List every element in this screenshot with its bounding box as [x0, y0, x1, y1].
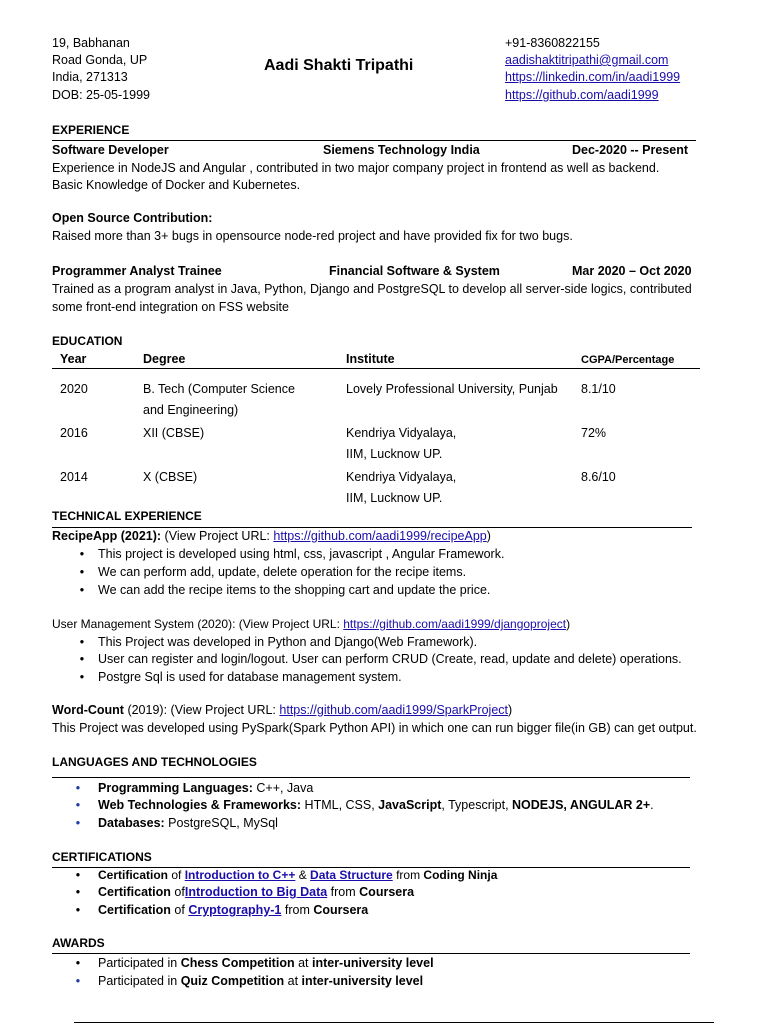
project-url-link[interactable]: https://github.com/aadi1999/recipeApp — [273, 529, 487, 543]
job-desc: some front-end integration on FSS website — [52, 300, 289, 314]
linkedin-link[interactable]: https://linkedin.com/in/aadi1999 — [505, 70, 681, 84]
edu-year: 2014 — [60, 470, 88, 484]
email-link[interactable]: aadishaktitripathi@gmail.com — [505, 53, 669, 67]
language-text: PostgreSQL, MySql — [164, 816, 278, 830]
award-bold: inter-university level — [311, 956, 434, 970]
bullet-icon: • — [75, 885, 81, 899]
project-name: User Management System (2020) — [52, 617, 233, 631]
award-bold: Quiz Competition — [180, 974, 285, 988]
cert-link[interactable]: Data Structure — [310, 868, 393, 882]
cert-amp: & — [295, 868, 311, 882]
cert-link[interactable]: Introduction to C++ — [184, 868, 296, 882]
language-text: . — [650, 798, 654, 812]
edu-score: 8.1/10 — [581, 382, 616, 396]
edu-institute: IIM, Lucknow UP. — [346, 491, 443, 505]
language-text: HTML, CSS, — [301, 798, 379, 812]
bullet-icon: • — [79, 583, 85, 597]
cert-of: of — [170, 903, 189, 917]
job-desc: Experience in NodeJS and Angular , contributed in two major company project in frontend as well as backend. — [52, 161, 660, 175]
bullet-icon: • — [79, 547, 85, 561]
address-line: 19, Babhanan — [52, 36, 130, 50]
cert-of: of — [168, 868, 185, 882]
language-label: Web Technologies & Frameworks: — [98, 798, 302, 812]
project-title-line — [52, 528, 491, 545]
project-desc: This Project was developed using PySpark(Spark Python API) in which one can run bigger file(in GB) can get output. — [52, 721, 697, 735]
candidate-name: Aadi Shakti Tripathi — [264, 57, 414, 74]
col-degree: Degree — [143, 352, 186, 366]
job-desc: Raised more than 3+ bugs in opensource node-red project and have provided fix for two bugs. — [52, 229, 573, 243]
cert-from: from — [281, 903, 314, 917]
cert-org: Coursera — [359, 885, 415, 899]
col-year: Year — [60, 352, 87, 366]
languages-heading: LANGUAGES AND TECHNOLOGIES — [52, 755, 257, 769]
project-url-prefix: (View Project URL: — [170, 703, 280, 717]
award-text: at — [294, 956, 312, 970]
footer-divider — [74, 1022, 714, 1023]
edu-degree: X (CBSE) — [143, 470, 198, 484]
cert-from: from — [327, 885, 360, 899]
cert-org: Coding Ninja — [423, 868, 498, 882]
language-text: C++, Java — [252, 781, 314, 795]
phone: +91-8360822155 — [505, 36, 600, 50]
job-role: Open Source Contribution: — [52, 211, 213, 225]
awards-heading: AWARDS — [52, 936, 105, 950]
project-url-prefix: (View Project URL: — [238, 617, 344, 631]
bullet-icon: • — [75, 868, 81, 882]
project-bullet: User can register and login/logout. User can perform CRUD (Create, read, update and delete) operations. — [98, 652, 682, 666]
project-url-suffix: ) — [508, 703, 513, 717]
edu-score: 8.6/10 — [581, 470, 616, 484]
project-bullet: Postgre Sql is used for database management system. — [98, 670, 402, 684]
project-bullet: This project is developed using html, css, javascript , Angular Framework. — [98, 547, 505, 561]
cert-from: from — [392, 868, 424, 882]
language-label: Databases: — [98, 816, 165, 830]
education-heading: EDUCATION — [52, 334, 123, 348]
divider — [52, 777, 690, 778]
experience-heading: EXPERIENCE — [52, 123, 130, 137]
project-bullet: We can add the recipe items to the shopping cart and update the price. — [98, 583, 491, 597]
edu-year: 2020 — [60, 382, 88, 396]
col-institute: Institute — [346, 352, 395, 366]
job-desc: Basic Knowledge of Docker and Kubernetes. — [52, 178, 301, 192]
bullet-icon: • — [75, 816, 81, 830]
cert-link[interactable]: Cryptography-1 — [188, 903, 282, 917]
edu-institute: Kendriya Vidyalaya, — [346, 426, 457, 440]
cert-org: Coursera — [313, 903, 369, 917]
job-dates: Mar 2020 – Oct 2020 — [572, 264, 692, 278]
language-bold: NODEJS, ANGULAR 2+ — [512, 798, 651, 812]
project-sep: : — [163, 703, 168, 717]
project-name: RecipeApp (2021): — [52, 529, 162, 543]
job-dates: Dec-2020 -- Present — [572, 143, 689, 157]
certifications-heading: CERTIFICATIONS — [52, 850, 152, 864]
certification-item — [98, 867, 497, 884]
project-bullet: This Project was developed in Python and Django(Web Framework). — [98, 635, 478, 649]
cert-of: of — [170, 885, 185, 899]
award-bold: Chess Competition — [180, 956, 295, 970]
address-line: India, 271313 — [52, 70, 128, 84]
award-text: at — [284, 974, 302, 988]
edu-institute: Lovely Professional University, Punjab — [346, 382, 558, 396]
bullet-icon: • — [75, 798, 81, 812]
award-item — [98, 955, 434, 972]
edu-year: 2016 — [60, 426, 88, 440]
project-url-link[interactable]: https://github.com/aadi1999/djangoproject — [343, 617, 567, 631]
job-company: Siemens Technology India — [323, 143, 480, 157]
job-role: Programmer Analyst Trainee — [52, 264, 222, 278]
divider — [52, 368, 700, 369]
edu-institute: IIM, Lucknow UP. — [346, 447, 443, 461]
bullet-icon: • — [75, 974, 81, 988]
language-item — [98, 815, 278, 832]
technical-heading: TECHNICAL EXPERIENCE — [52, 509, 202, 523]
bullet-icon: • — [79, 635, 85, 649]
edu-degree: and Engineering) — [143, 403, 239, 417]
edu-institute: Kendriya Vidyalaya, — [346, 470, 457, 484]
job-desc: Trained as a program analyst in Java, Python, Django and PostgreSQL to develop all server-side logics, contributed — [52, 282, 692, 296]
edu-score: 72% — [581, 426, 607, 440]
bullet-icon: • — [75, 956, 81, 970]
bullet-icon: • — [79, 670, 85, 684]
project-url-suffix: ) — [566, 617, 571, 631]
language-text: , Typescript, — [441, 798, 513, 812]
bullet-icon: • — [75, 781, 81, 795]
cert-prefix: Certification — [98, 885, 171, 899]
cert-prefix: Certification — [98, 903, 171, 917]
dob: DOB: 25-05-1999 — [52, 88, 150, 102]
project-name: Word-Count — [52, 703, 124, 717]
address-line: Road Gonda, UP — [52, 53, 148, 67]
cert-prefix: Certification — [98, 868, 169, 882]
project-url-prefix: (View Project URL: — [164, 529, 274, 543]
project-title-line — [52, 616, 570, 633]
project-bullet: We can perform add, update, delete operation for the recipe items. — [98, 565, 467, 579]
language-item — [98, 797, 654, 814]
certification-item — [98, 884, 414, 901]
job-company: Financial Software & System — [329, 264, 500, 278]
project-sep: : — [232, 617, 236, 631]
divider — [52, 953, 690, 954]
edu-degree: B. Tech (Computer Science — [143, 382, 295, 396]
award-text: Participated in — [98, 974, 181, 988]
language-item — [98, 780, 313, 797]
award-bold: inter-university level — [301, 974, 424, 988]
certification-item — [98, 902, 368, 919]
divider — [52, 140, 696, 141]
col-score: CGPA/Percentage — [581, 354, 675, 366]
project-url-suffix: ) — [486, 529, 491, 543]
bullet-icon: • — [79, 565, 85, 579]
bullet-icon: • — [79, 652, 85, 666]
cert-link[interactable]: Introduction to Big Data — [184, 885, 328, 899]
language-label: Programming Languages: — [98, 781, 253, 795]
job-role: Software Developer — [52, 143, 169, 157]
project-url-link[interactable]: https://github.com/aadi1999/SparkProject — [279, 703, 508, 717]
bullet-icon: • — [75, 903, 81, 917]
project-title-line — [52, 702, 512, 719]
language-bold: JavaScript — [378, 798, 442, 812]
github-link[interactable]: https://github.com/aadi1999 — [505, 88, 659, 102]
edu-degree: XII (CBSE) — [143, 426, 205, 440]
project-year: (2019) — [123, 703, 164, 717]
award-item — [98, 973, 423, 990]
award-text: Participated in — [98, 956, 181, 970]
